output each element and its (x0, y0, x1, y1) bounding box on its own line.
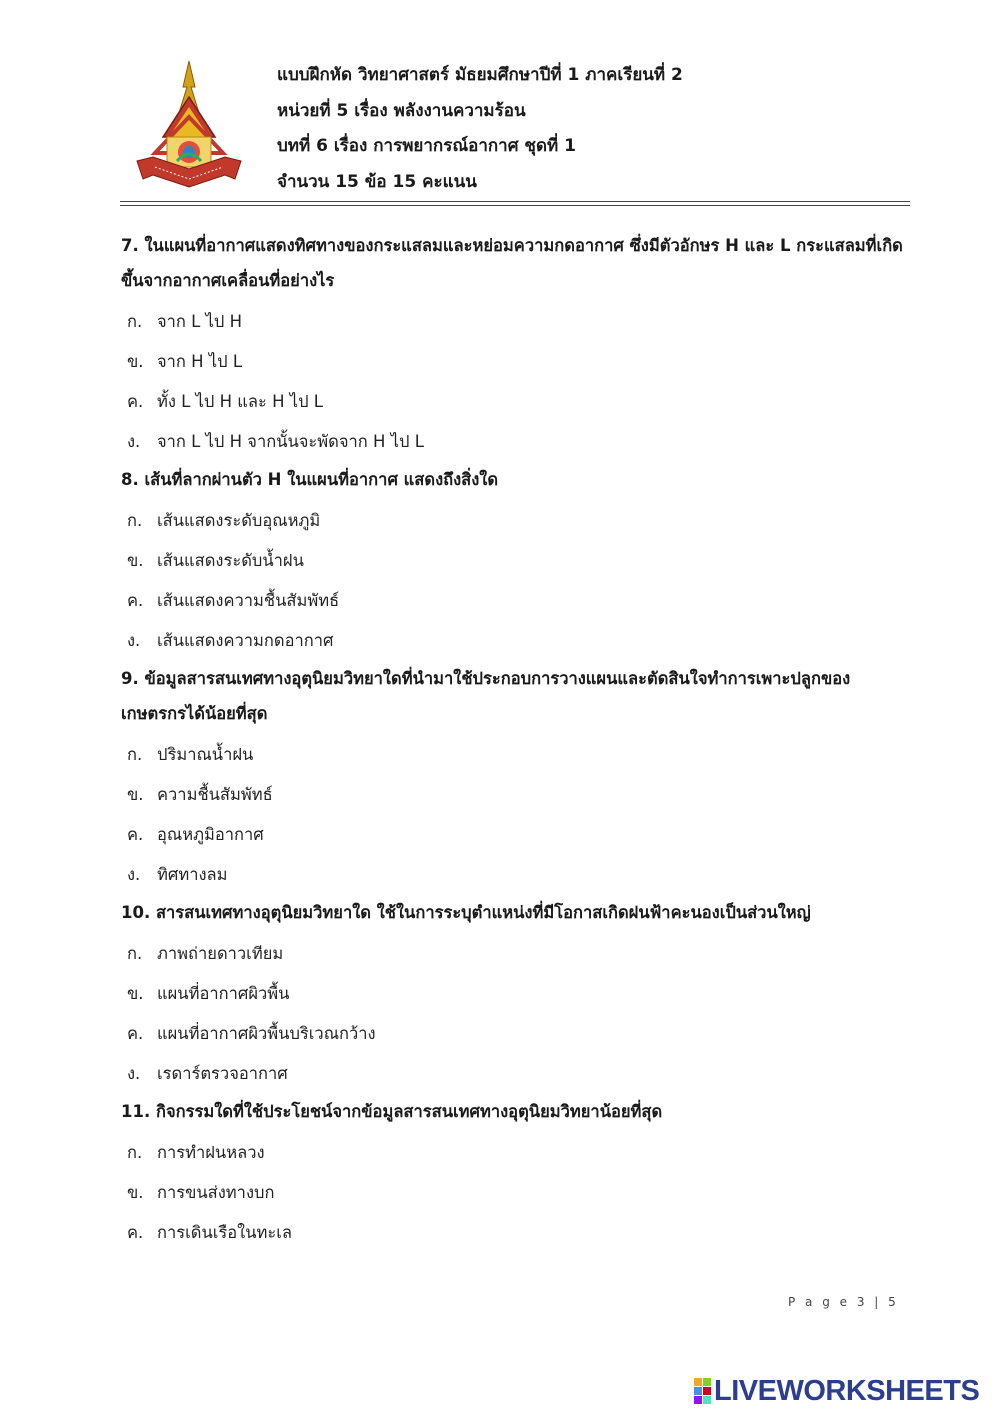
choice-text: จาก L ไป H จากนั้นจะพัดจาก H ไป L (157, 432, 424, 451)
choice-letter: ข. (127, 352, 144, 371)
choice-letter: ก. (127, 511, 143, 530)
choice-letter: ก. (127, 312, 143, 331)
header-divider-thin (120, 205, 910, 206)
header-score-info: จำนวน 15 ข้อ 15 คะแนน (277, 171, 477, 192)
choice-text: ทิศทางลม (157, 865, 228, 884)
choice-letter: ค. (127, 825, 144, 844)
choice-item[interactable] (121, 775, 911, 815)
choice-item[interactable] (121, 541, 911, 581)
question-text: 10. สารสนเทศทางอุตุนิยมวิทยาใด ใช้ในการระบุตำแหน่งที่มีโอกาสเกิดฝนฟ้าคะนองเป็นส่วนใหญ่ (121, 903, 811, 922)
choice-item[interactable] (121, 422, 911, 462)
question-text: 9. ข้อมูลสารสนเทศทางอุตุนิยมวิทยาใดที่นำมาใช้ประกอบการวางแผนและตัดสินใจทำการเพาะปลูกของเกษตรกรได้น้อยที่สุด (121, 669, 851, 723)
choice-item[interactable] (121, 1014, 911, 1054)
choice-text: จาก L ไป H (157, 312, 243, 331)
choice-item[interactable] (121, 621, 911, 661)
choice-letter: ข. (127, 984, 144, 1003)
choice-text: เส้นแสดงระดับอุณหภูมิ (157, 511, 321, 530)
choice-text: แผนที่อากาศผิวพื้นบริเวณกว้าง (157, 1024, 376, 1043)
choice-item[interactable] (121, 1133, 911, 1173)
choice-text: ปริมาณน้ำฝน (157, 745, 254, 764)
choice-item[interactable] (121, 1054, 911, 1094)
header-divider (120, 201, 910, 202)
liveworksheets-logo-icon (694, 1378, 711, 1404)
question-8 (121, 462, 911, 661)
logo-square (703, 1378, 711, 1386)
choice-text: จาก H ไป L (157, 352, 243, 371)
choice-item[interactable] (121, 302, 911, 342)
header-chapter: บทที่ 6 เรื่อง การพยากรณ์อากาศ ชุดที่ 1 (277, 136, 576, 156)
choice-text: ทั้ง L ไป H และ H ไป L (157, 392, 323, 411)
choice-text: ความชื้นสัมพัทธ์ (157, 785, 273, 804)
choice-item[interactable] (121, 735, 911, 775)
header-unit: หน่วยที่ 5 เรื่อง พลังงานความร้อน (277, 100, 526, 121)
question-list (121, 228, 911, 1253)
question-11 (121, 1094, 911, 1253)
school-logo (133, 57, 245, 195)
choice-letter: ค. (127, 1024, 144, 1043)
question-text: 8. เส้นที่ลากผ่านตัว H ในแผนที่อากาศ แสดงถึงสิ่งใด (121, 470, 499, 489)
logo-square (694, 1396, 702, 1404)
question-7 (121, 228, 911, 462)
choice-item[interactable] (121, 501, 911, 541)
choice-text: การเดินเรือในทะเล (157, 1223, 292, 1242)
choice-item[interactable] (121, 815, 911, 855)
choice-item[interactable] (121, 855, 911, 895)
question-text: 7. ในแผนที่อากาศแสดงทิศทางของกระแสลมและหย่อมความกดอากาศ ซึ่งมีตัวอักษร H และ L กระแสลมที่เกิดขึ้นจากอากาศเคลื่อนที่อย่างไร (121, 236, 903, 290)
logo-square (694, 1387, 702, 1395)
choice-text: การขนส่งทางบก (157, 1183, 275, 1202)
choice-item[interactable] (121, 934, 911, 974)
choice-letter: ง. (127, 432, 141, 451)
choice-letter: ก. (127, 1143, 143, 1162)
choice-letter: ข. (127, 785, 144, 804)
choice-item[interactable] (121, 974, 911, 1014)
choice-letter: ข. (127, 1183, 144, 1202)
page-number: P a g e 3 | 5 (788, 1295, 899, 1309)
choice-letter: ข. (127, 551, 144, 570)
choice-letter: ก. (127, 944, 143, 963)
choice-item[interactable] (121, 382, 911, 422)
choice-text: เส้นแสดงความกดอากาศ (157, 631, 334, 650)
choice-letter: ก. (127, 745, 143, 764)
choice-item[interactable] (121, 581, 911, 621)
question-9 (121, 661, 911, 895)
choice-item[interactable] (121, 1173, 911, 1213)
choice-text: การทำฝนหลวง (157, 1143, 265, 1162)
question-text: 11. กิจกรรมใดที่ใช้ประโยชน์จากข้อมูลสารสนเทศทางอุตุนิยมวิทยาน้อยที่สุด (121, 1102, 663, 1121)
choice-letter: ง. (127, 1064, 141, 1083)
brand-name: LIVEWORKSHEETS (714, 1374, 980, 1407)
choice-item[interactable] (121, 342, 911, 382)
choice-text: แผนที่อากาศผิวพื้น (157, 984, 290, 1003)
choice-text: ภาพถ่ายดาวเทียม (157, 944, 284, 963)
choice-text: เส้นแสดงระดับน้ำฝน (157, 551, 304, 570)
choice-letter: ง. (127, 865, 141, 884)
logo-square (703, 1387, 711, 1395)
logo-square (694, 1378, 702, 1386)
choice-letter: ง. (127, 631, 141, 650)
choice-text: อุณหภูมิอากาศ (157, 825, 264, 844)
logo-square (703, 1396, 711, 1404)
choice-text: เส้นแสดงความชื้นสัมพัทธ์ (157, 591, 340, 610)
choice-letter: ค. (127, 392, 144, 411)
worksheet-header (277, 60, 683, 202)
choice-item[interactable] (121, 1213, 911, 1253)
choice-letter: ค. (127, 1223, 144, 1242)
liveworksheets-brand[interactable] (694, 1374, 979, 1408)
header-title: แบบฝึกหัด วิทยาศาสตร์ มัธยมศึกษาปีที่ 1 ภาคเรียนที่ 2 (277, 65, 683, 85)
choice-text: เรดาร์ตรวจอากาศ (157, 1064, 288, 1083)
choice-letter: ค. (127, 591, 144, 610)
question-10 (121, 895, 911, 1094)
